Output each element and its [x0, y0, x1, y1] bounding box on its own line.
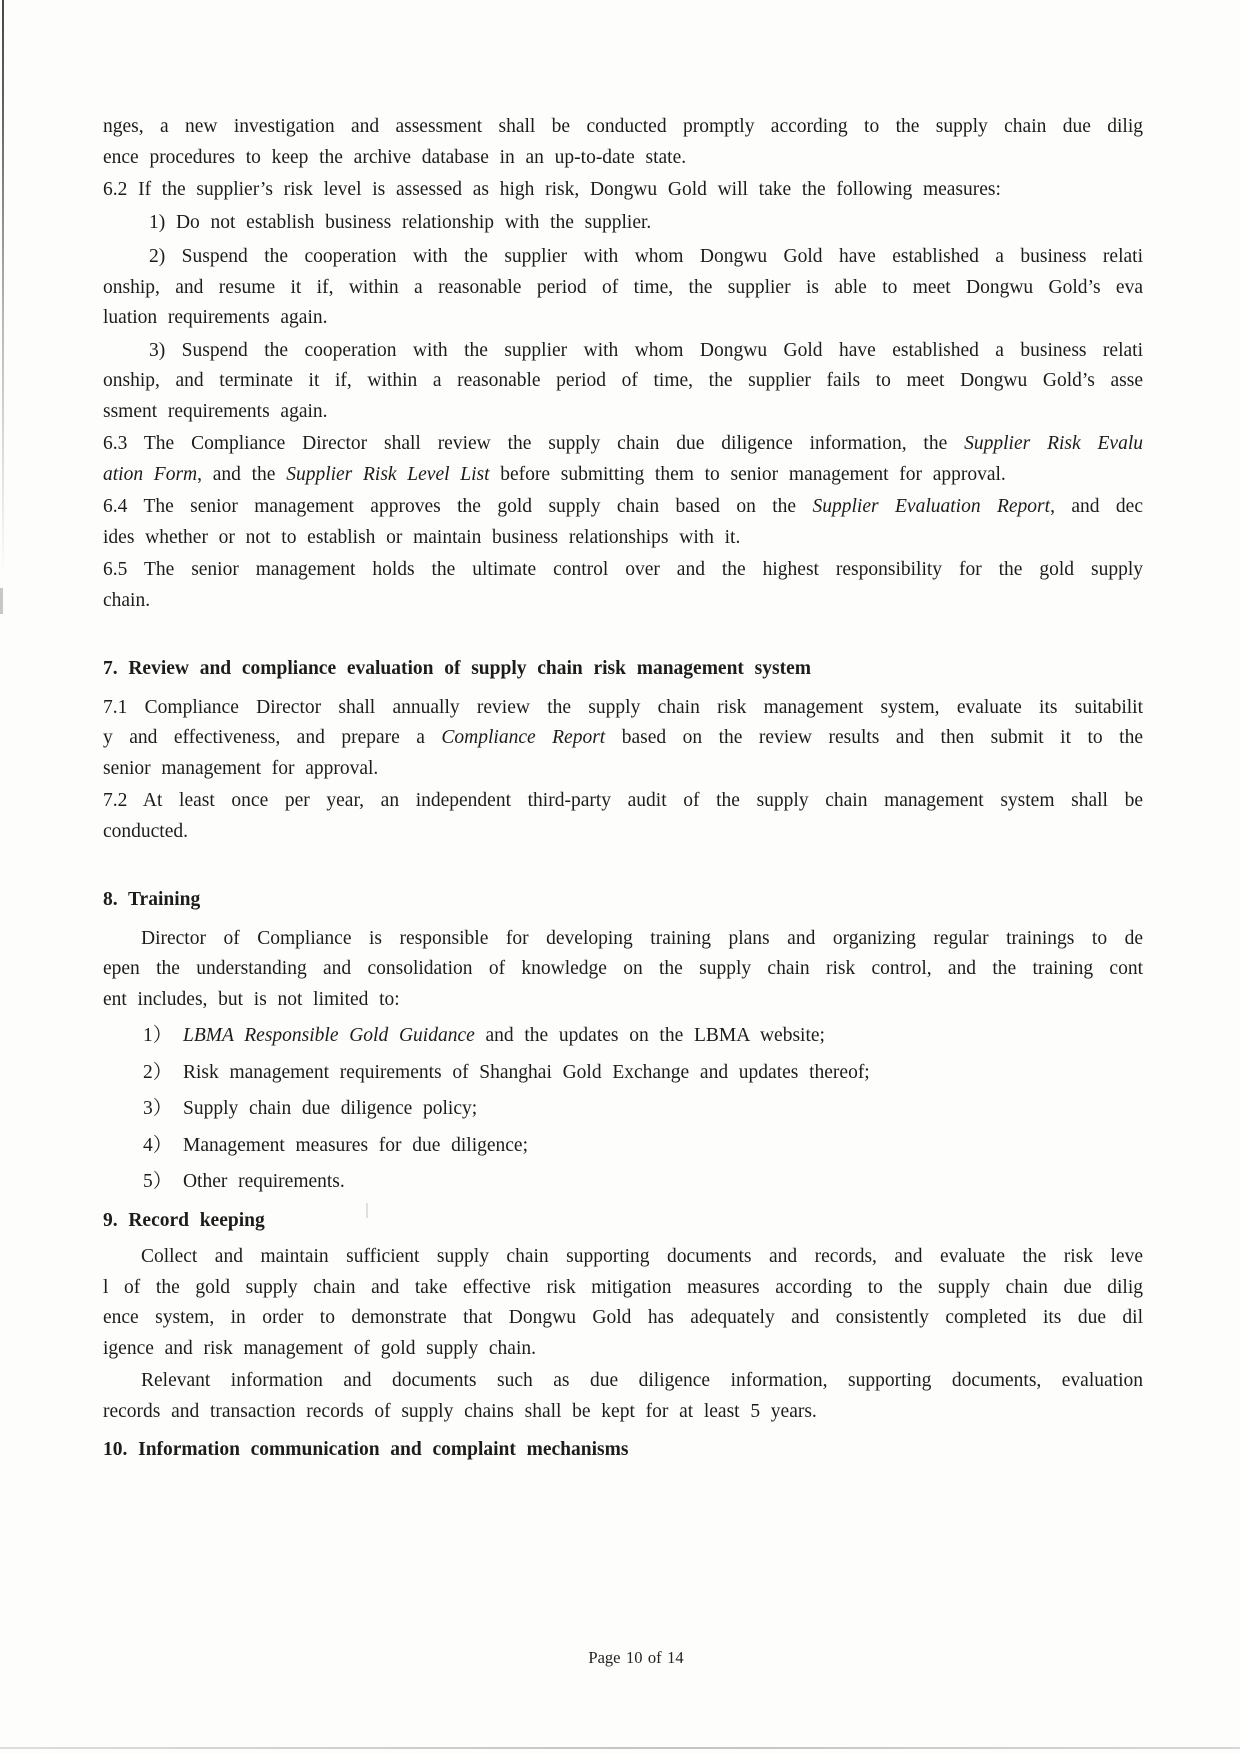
para-7-2 — [103, 786, 1143, 847]
para-7-1-line-2 — [103, 723, 1143, 754]
para-9-1-line-3 — [103, 1303, 1143, 1334]
measure-item-2-line-3 — [103, 303, 1143, 334]
para-6-1-continued — [103, 112, 1143, 173]
scan-artifact-bottom-line — [0, 1747, 1240, 1749]
para-6-5 — [103, 555, 1143, 616]
measure-item-3 — [103, 336, 1143, 428]
para-8-intro-line-2 — [103, 954, 1143, 985]
para-6-4 — [103, 492, 1143, 553]
text: 4） Management measures for due diligence; — [143, 1134, 529, 1156]
document-body — [103, 112, 1143, 1472]
text: Collect and maintain sufficient supply chain supporting documents and records, and evaluate the risk leve — [141, 1246, 1143, 1267]
text: 9. Record keeping — [103, 1209, 265, 1231]
training-item-2 — [103, 1058, 1143, 1089]
text: , and dec — [1050, 496, 1143, 517]
italic-text: Compliance Report — [441, 727, 606, 748]
para-6-3-line-2 — [103, 460, 1143, 491]
training-item-2-line-1 — [143, 1058, 1143, 1089]
text: before submitting them to senior management for approval. — [489, 463, 1006, 485]
para-9-1 — [103, 1242, 1143, 1364]
measure-item-2 — [103, 242, 1143, 334]
text: onship, and terminate it if, within a reasonable period of time, the supplier fails to meet Dongwu Gold’s asse — [103, 370, 1143, 391]
text: 1) Do not establish business relationship with the supplier. — [149, 211, 652, 233]
training-item-1-line-1 — [143, 1021, 1143, 1052]
text: chain. — [103, 589, 151, 611]
para-9-1-line-4 — [103, 1334, 1143, 1365]
text: 7.1 Compliance Director shall annually review the supply chain risk management system, evaluate its suitabilit — [103, 696, 1143, 718]
measure-item-1 — [103, 208, 1143, 239]
text: 6.3 The Compliance Director shall review the supply chain due diligence information, the — [103, 433, 965, 454]
text: onship, and resume it if, within a reasonable period of time, the supplier is able to meet Dongwu Gold’s eva — [103, 276, 1143, 298]
heading-7-line-1 — [103, 654, 1143, 685]
para-6-3 — [103, 429, 1143, 490]
para-8-intro-line-1 — [103, 924, 1143, 955]
para-7-2-line-2 — [103, 817, 1143, 848]
text: l of the gold supply chain and take effective risk mitigation measures according to the supply chain due dilig — [103, 1276, 1143, 1298]
para-6-4-line-1 — [103, 492, 1143, 523]
measure-item-3-line-3 — [103, 397, 1143, 428]
heading-10 — [103, 1435, 1143, 1466]
heading-8-line-1 — [103, 885, 1143, 916]
text: 6.2 If the supplier’s risk level is assessed as high risk, Dongwu Gold will take the following measures: — [103, 179, 1001, 200]
text: ence procedures to keep the archive database in an up-to-date state. — [103, 146, 687, 168]
text: 7.2 At least once per year, an independent third-party audit of the supply chain management system shall be — [103, 790, 1143, 811]
page-number: Page 10 of 14 — [588, 1648, 684, 1667]
text: nges, a new investigation and assessment shall be conducted promptly according to the supply chain due dilig — [103, 116, 1143, 137]
measure-item-2-line-1 — [103, 242, 1143, 273]
italic-text: Supplier Risk Evalu — [964, 433, 1143, 454]
text: 8. Training — [103, 889, 201, 910]
text: ides whether or not to establish or maintain business relationships with it. — [103, 526, 741, 548]
text: ssment requirements again. — [103, 400, 328, 422]
para-7-2-line-1 — [103, 786, 1143, 817]
para-6-3-line-1 — [103, 429, 1143, 460]
training-item-5-line-1 — [143, 1167, 1143, 1198]
text: Relevant information and documents such as due diligence information, supporting documents, evaluation — [141, 1370, 1143, 1391]
italic-text: Supplier Evaluation Report — [812, 496, 1051, 517]
para-9-2 — [103, 1366, 1143, 1427]
para-6-1-continued-line-1 — [103, 112, 1143, 143]
text: epen the understanding and consolidation of knowledge on the supply chain risk control, and the training cont — [103, 958, 1143, 979]
text: and the updates on the LBMA website; — [474, 1025, 825, 1046]
para-8-intro — [103, 924, 1143, 1016]
text: records and transaction records of supply chains shall be kept for at least 5 years. — [103, 1400, 817, 1422]
para-9-2-line-1 — [103, 1366, 1143, 1397]
text: 7. Review and compliance evaluation of supply chain risk management system — [103, 658, 811, 679]
text: 2） Risk management requirements of Shanghai Gold Exchange and updates thereof; — [143, 1061, 870, 1083]
text: ent includes, but is not limited to: — [103, 988, 400, 1010]
italic-text: LBMA Responsible Gold Guidance — [182, 1025, 475, 1046]
heading-7 — [103, 654, 1143, 685]
text: 3） Supply chain due diligence policy; — [143, 1098, 478, 1119]
para-7-1-line-1 — [103, 693, 1143, 724]
text: 5） Other requirements. — [143, 1171, 345, 1192]
text: 1） — [143, 1025, 183, 1046]
heading-8 — [103, 885, 1143, 916]
para-9-1-line-2 — [103, 1273, 1143, 1304]
text: 3) Suspend the cooperation with the supplier with whom Dongwu Gold have established a business relati — [149, 339, 1143, 361]
para-6-2-line-1 — [103, 175, 1143, 206]
para-6-4-line-2 — [103, 523, 1143, 554]
text: 6.5 The senior management holds the ultimate control over and the highest responsibility for the gold supply — [103, 559, 1143, 580]
para-7-1 — [103, 693, 1143, 785]
para-7-1-line-3 — [103, 754, 1143, 785]
scan-artifact-left-line — [2, 0, 4, 575]
text: luation requirements again. — [103, 307, 328, 328]
text: Director of Compliance is responsible for developing training plans and organizing regular trainings to de — [141, 927, 1143, 949]
text: 6.4 The senior management approves the gold supply chain based on the — [103, 496, 813, 517]
text: 10. Information communication and complaint mechanisms — [103, 1439, 629, 1460]
measure-item-2-line-2 — [103, 273, 1143, 304]
text: igence and risk management of gold supply chain. — [103, 1337, 537, 1359]
training-item-5 — [103, 1167, 1143, 1198]
italic-text: ation Form — [103, 463, 198, 485]
para-6-5-line-2 — [103, 586, 1143, 617]
text: based on the review results and then submit it to the — [605, 727, 1143, 748]
para-6-2 — [103, 175, 1143, 206]
training-item-4-line-1 — [143, 1131, 1143, 1162]
italic-text: Supplier Risk Level List — [286, 463, 490, 485]
training-item-4 — [103, 1131, 1143, 1162]
para-8-intro-line-3 — [103, 985, 1143, 1016]
text: conducted. — [103, 820, 189, 842]
text: ence system, in order to demonstrate that Dongwu Gold has adequately and consistently completed its due dil — [103, 1307, 1143, 1328]
measure-item-3-line-2 — [103, 366, 1143, 397]
text: y and effectiveness, and prepare a — [103, 727, 442, 748]
text: 2) Suspend the cooperation with the supplier with whom Dongwu Gold have established a business relati — [149, 246, 1143, 267]
heading-9-line-1 — [103, 1206, 1143, 1237]
measure-item-1-line-1 — [149, 208, 1143, 239]
para-6-5-line-1 — [103, 555, 1143, 586]
measure-item-3-line-1 — [103, 336, 1143, 367]
training-item-3-line-1 — [143, 1094, 1143, 1125]
heading-9 — [103, 1206, 1143, 1237]
text: senior management for approval. — [103, 757, 379, 779]
training-item-3 — [103, 1094, 1143, 1125]
text: , and the — [197, 463, 287, 485]
scan-artifact-left-tick — [0, 588, 3, 614]
heading-10-line-1 — [103, 1435, 1143, 1466]
para-9-2-line-2 — [103, 1397, 1143, 1428]
training-item-1 — [103, 1021, 1143, 1052]
para-9-1-line-1 — [103, 1242, 1143, 1273]
para-6-1-continued-line-2 — [103, 143, 1143, 174]
